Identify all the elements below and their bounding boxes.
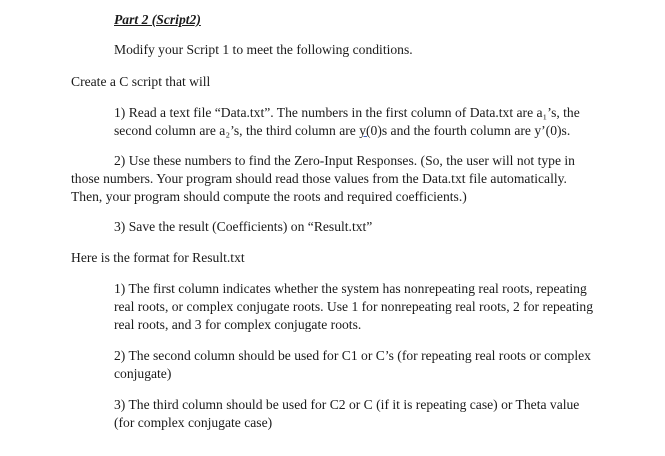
requirement-1-line-2-start: second column are a₂’s, the third column are	[114, 123, 360, 138]
format-item-2-line-1: 2) The second column should be used for C1 or C’s (for repeating real roots or complex	[114, 348, 591, 363]
format-item-1-line-1: 1) The first column indicates whether the system has nonrepeating real roots, repeating	[114, 281, 587, 296]
page-heading: Part 2 (Script2)	[114, 12, 201, 27]
requirement-2-line-2: those numbers. Your program should read those values from the Data.txt file automatically.	[71, 171, 567, 186]
spellcheck-underlined-text: y(	[359, 123, 371, 138]
format-item-1-line-2: real roots, or complex conjugate roots. Use 1 for nonrepeating real roots, 2 for repeating	[114, 299, 594, 314]
format-item-2-line-2: conjugate)	[114, 366, 172, 381]
format-item-3-line-1: 3) The third column should be used for C2 or C (if it is repeating case) or Theta value	[114, 397, 580, 412]
format-item-1-line-3: real roots, and 3 for complex conjugate roots.	[114, 317, 362, 332]
format-item-3-line-2: (for complex conjugate case)	[114, 415, 273, 430]
requirement-1-line-1: 1) Read a text file “Data.txt”. The numbers in the first column of Data.txt are a₁’s, the	[114, 105, 580, 120]
requirement-2-line-3: Then, your program should compute the roots and required coefficients.)	[71, 189, 467, 204]
create-script-text: Create a C script that will	[71, 74, 211, 89]
requirement-1-line-2	[114, 122, 570, 140]
requirement-3: 3) Save the result (Coefficients) on “Result.txt”	[114, 219, 373, 234]
requirement-2-line-1: 2) Use these numbers to find the Zero-Input Responses. (So, the user will not type in	[114, 153, 575, 168]
requirement-1-line-2-end: 0)s and the fourth column are y’(0)s.	[370, 123, 571, 138]
format-intro-text: Here is the format for Result.txt	[71, 250, 245, 265]
intro-text: Modify your Script 1 to meet the following conditions.	[114, 42, 413, 57]
